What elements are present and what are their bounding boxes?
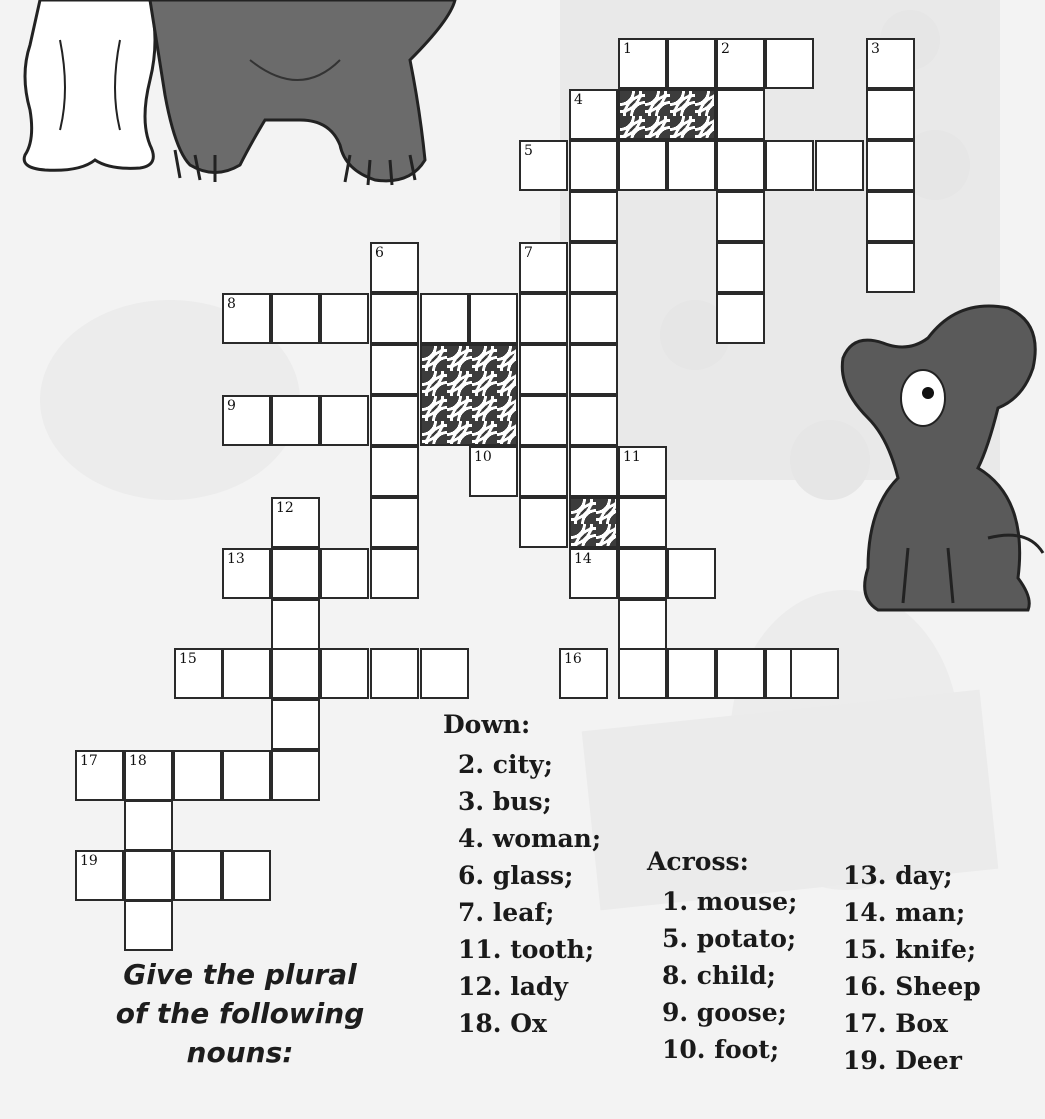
- across-clues: [647, 843, 797, 1068]
- grid-cell[interactable]: [569, 344, 618, 395]
- down-clue: 12. lady: [458, 972, 568, 1001]
- grid-cell[interactable]: [222, 648, 271, 699]
- grid-cell[interactable]: [271, 395, 320, 446]
- grid-cell[interactable]: [765, 38, 814, 89]
- across-clue: 5. potato;: [662, 924, 797, 953]
- grid-cell[interactable]: [618, 648, 667, 699]
- clue-number: 1: [623, 41, 632, 57]
- clue-number: 2: [721, 41, 730, 57]
- grid-cell[interactable]: [716, 293, 765, 344]
- clue-number: 15: [179, 651, 197, 667]
- grid-cell[interactable]: [320, 293, 369, 344]
- instruction-line: Give the plural: [123, 958, 357, 991]
- across-clue: 1. mouse;: [662, 887, 798, 916]
- across-clues-continued: [843, 857, 981, 1079]
- grid-cell[interactable]: [667, 38, 716, 89]
- across-clue: 19. Deer: [843, 1046, 962, 1075]
- down-clues: [443, 706, 601, 1042]
- clue-number: 12: [276, 500, 294, 516]
- grid-cell[interactable]: [618, 497, 667, 548]
- grid-cell[interactable]: [618, 140, 667, 191]
- across-clue: 16. Sheep: [843, 972, 981, 1001]
- rabbit-and-bear-illustration: [0, 0, 470, 195]
- across-clue: 8. child;: [662, 961, 776, 990]
- grid-cell[interactable]: [667, 140, 716, 191]
- grid-cell[interactable]: [222, 850, 271, 901]
- across-heading: Across:: [647, 847, 749, 876]
- clue-number: 19: [80, 853, 98, 869]
- grid-cell[interactable]: [790, 648, 839, 699]
- across-clue: 14. man;: [843, 898, 966, 927]
- clue-number: 18: [129, 753, 147, 769]
- grid-cell[interactable]: [271, 293, 320, 344]
- grid-cell[interactable]: [716, 648, 765, 699]
- grid-cell[interactable]: [124, 850, 173, 901]
- dog-illustration: [828, 298, 1045, 620]
- clue-number: 10: [474, 449, 492, 465]
- clue-number: 17: [80, 753, 98, 769]
- grid-cell[interactable]: [667, 548, 716, 599]
- grid-cell[interactable]: [569, 446, 618, 497]
- grid-cell[interactable]: [519, 293, 568, 344]
- grid-cell[interactable]: [569, 140, 618, 191]
- across-clue: 17. Box: [843, 1009, 948, 1038]
- grid-cell[interactable]: [370, 395, 419, 446]
- grid-cell[interactable]: [320, 548, 369, 599]
- grid-cell[interactable]: [271, 548, 320, 599]
- across-clue: 15. knife;: [843, 935, 977, 964]
- down-clue: 7. leaf;: [458, 898, 555, 927]
- grid-cell[interactable]: [519, 395, 568, 446]
- grid-cell[interactable]: [716, 89, 765, 140]
- grid-cell[interactable]: [469, 293, 518, 344]
- clue-number: 11: [623, 449, 641, 465]
- grid-cell[interactable]: [370, 344, 419, 395]
- grid-cell[interactable]: [420, 293, 469, 344]
- grid-cell[interactable]: [866, 140, 915, 191]
- clue-number: 6: [375, 245, 384, 261]
- grid-cell[interactable]: [716, 242, 765, 293]
- down-clue: 3. bus;: [458, 787, 552, 816]
- across-clue: 10. foot;: [662, 1035, 780, 1064]
- grid-cell[interactable]: [765, 140, 814, 191]
- clue-number: 4: [574, 92, 583, 108]
- grid-cell[interactable]: [173, 850, 222, 901]
- shaded-block: [618, 89, 716, 140]
- grid-cell[interactable]: [222, 750, 271, 801]
- clue-number: 9: [227, 398, 236, 414]
- grid-cell[interactable]: [569, 395, 618, 446]
- grid-cell[interactable]: [866, 242, 915, 293]
- grid-cell[interactable]: [370, 293, 419, 344]
- clue-number: 13: [227, 551, 245, 567]
- instruction-text: [80, 955, 400, 1072]
- grid-cell[interactable]: [716, 191, 765, 242]
- grid-cell[interactable]: [320, 395, 369, 446]
- down-clue: 2. city;: [458, 750, 553, 779]
- grid-cell[interactable]: [569, 191, 618, 242]
- grid-cell[interactable]: [815, 140, 864, 191]
- grid-cell[interactable]: [370, 548, 419, 599]
- grid-cell[interactable]: [866, 89, 915, 140]
- instruction-line: nouns:: [186, 1036, 294, 1069]
- clue-number: 14: [574, 551, 592, 567]
- instruction-line: of the following: [115, 997, 365, 1030]
- grid-cell[interactable]: [866, 191, 915, 242]
- across-clue: 13. day;: [843, 861, 953, 890]
- grid-cell[interactable]: [271, 648, 320, 699]
- across-clue: 9. goose;: [662, 998, 787, 1027]
- grid-cell[interactable]: [124, 900, 173, 951]
- grid-cell[interactable]: [420, 648, 469, 699]
- grid-cell[interactable]: [370, 648, 419, 699]
- grid-cell[interactable]: [716, 140, 765, 191]
- down-clue: 11. tooth;: [458, 935, 595, 964]
- clue-number: 5: [524, 143, 533, 159]
- grid-cell[interactable]: [271, 699, 320, 750]
- down-heading: Down:: [443, 710, 531, 739]
- grid-cell[interactable]: [124, 800, 173, 851]
- grid-cell[interactable]: [667, 648, 716, 699]
- grid-cell[interactable]: [569, 293, 618, 344]
- grid-cell[interactable]: [173, 750, 222, 801]
- grid-cell[interactable]: [320, 648, 369, 699]
- clue-number: 8: [227, 296, 236, 312]
- grid-cell[interactable]: [271, 599, 320, 650]
- shaded-block: [420, 344, 518, 446]
- grid-cell[interactable]: [519, 344, 568, 395]
- grid-cell[interactable]: [370, 446, 419, 497]
- clue-number: 3: [871, 41, 880, 57]
- grid-cell[interactable]: [370, 497, 419, 548]
- clue-number: 16: [564, 651, 582, 667]
- down-clue: 4. woman;: [458, 824, 602, 853]
- grid-cell[interactable]: [519, 446, 568, 497]
- grid-cell[interactable]: [618, 548, 667, 599]
- down-clue: 6. glass;: [458, 861, 574, 890]
- grid-cell[interactable]: [569, 242, 618, 293]
- grid-cell[interactable]: [618, 599, 667, 650]
- grid-cell[interactable]: [519, 497, 568, 548]
- clue-number: 7: [524, 245, 533, 261]
- grid-cell[interactable]: [271, 750, 320, 801]
- shaded-block: [569, 497, 618, 548]
- down-clue: 18. Ox: [458, 1009, 547, 1038]
